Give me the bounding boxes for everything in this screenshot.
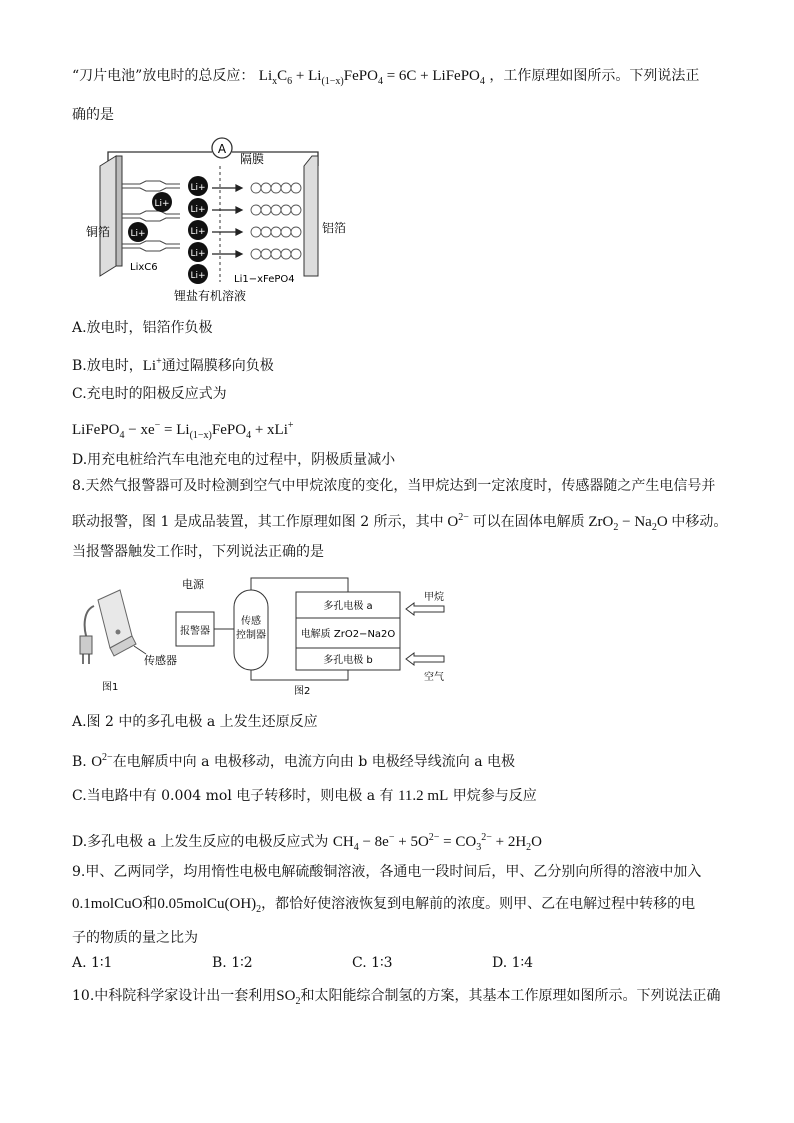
q7-option-c-equation: LiFePO$_4$ − $xe^- = Li_{(1-x)}FePO_4 + xLi^+$ bbox=[72, 420, 294, 441]
q9-stem-line3: 子的物质的量之比为 bbox=[72, 930, 198, 946]
q9-stem-line1: 9.甲、乙两同学，均用惰性电极电解硫酸铜溶液，各通电一段时间后，甲、乙分别向所得的溶液中加入 bbox=[72, 864, 702, 880]
q8-option-d: D.多孔电极 a 上发生反应的电极反应式为 $CH_4 - 8e^- + 5O^{2-} = CO_3^{2-} + 2H_2O$ bbox=[72, 832, 542, 853]
lifepo4-label: Li1−xFePO4 bbox=[234, 274, 295, 285]
q7-option-a: A.放电时，铝箔作负极 bbox=[72, 320, 213, 336]
q9-option-d: D. 1∶4 bbox=[492, 955, 534, 971]
q7-option-c: C.充电时的阳极反应式为 bbox=[72, 386, 227, 402]
methane-label: 甲烷 bbox=[424, 592, 444, 603]
sensor-label: 传感器 bbox=[144, 654, 177, 667]
q8-stem-line2: 联动报警，图 1 是成品装置，其工作原理如图 2 所示，其中 $O^{2-}$ 可以在固体电解质 $ZrO_2 - Na_2O$ 中移动。 bbox=[72, 512, 728, 533]
q7-option-d: D.用充电桩给汽车电池充电的过程中，阴极质量减小 bbox=[72, 452, 396, 468]
q7-stem-b: ，工作原理如图所示。下列说法正 bbox=[489, 68, 700, 84]
copper-foil-label: 铜箔 bbox=[86, 225, 111, 239]
q7-stem-line1 bbox=[72, 66, 699, 92]
controller-label-1: 传感 bbox=[241, 616, 261, 627]
q8-stem-line3: 当报警器触发工作时，下列说法正确的是 bbox=[72, 544, 324, 560]
sensor-working-diagram bbox=[168, 572, 458, 700]
fig2-caption: 图2 bbox=[294, 686, 311, 697]
q7-stem-line2: 确的是 bbox=[72, 107, 114, 123]
aluminum-foil-label: 铝箔 bbox=[322, 221, 347, 235]
svg-text:Li+: Li+ bbox=[190, 205, 206, 215]
fig1-caption: 图1 bbox=[102, 682, 119, 693]
q7-stem-a: “刀片电池”放电时的总反应： bbox=[72, 68, 255, 84]
ammeter-label: A bbox=[217, 142, 227, 156]
electrolyte-box-label: 电解质 ZrO2−Na2O bbox=[300, 629, 396, 640]
q10-stem-line1: 10.中科院科学家设计出一套利用$SO_2$和太阳能综合制氢的方案，其基本工作原理如图所示。下列说法正确 bbox=[72, 988, 721, 1007]
q9-option-b: B. 1∶2 bbox=[212, 955, 253, 971]
q7-total-equation: $Li_xC_6$ + $Li_{(1-x)}FePO_4 = 6C$ + LiFePO$_4$ bbox=[258, 68, 485, 87]
svg-text:Li+: Li+ bbox=[190, 183, 206, 193]
svg-text:Li+: Li+ bbox=[190, 271, 206, 281]
electrode-b-label: 多孔电极 b bbox=[323, 655, 373, 666]
air-label: 空气 bbox=[424, 672, 444, 683]
q8-option-a: A.图 2 中的多孔电极 a 上发生还原反应 bbox=[72, 714, 318, 730]
lixc6-label: LixC6 bbox=[130, 262, 158, 273]
controller-label-2: 控制器 bbox=[236, 630, 266, 641]
li-ion-column bbox=[188, 176, 208, 284]
alarm-box-label: 报警器 bbox=[180, 626, 210, 637]
q9-option-c: C. 1∶3 bbox=[352, 955, 393, 971]
membrane-label: 隔膜 bbox=[240, 152, 265, 166]
q7-option-b: B.放电时，Li+通过隔膜移向负极 bbox=[72, 356, 274, 374]
svg-text:Li+: Li+ bbox=[190, 249, 206, 259]
q8-option-c: C.当电路中有 0.004 mol 电子转移时，则电极 a 有 11.2 mL 甲烷参与反应 bbox=[72, 788, 537, 804]
svg-text:Li+: Li+ bbox=[130, 229, 146, 239]
battery-diagram bbox=[86, 132, 366, 308]
electrode-a-label: 多孔电极 a bbox=[323, 601, 373, 612]
svg-text:Li+: Li+ bbox=[154, 199, 170, 209]
q9-stem-line2: 0.1molCuO和$0.05molCu(OH)_2$，都恰好使溶液恢复到电解前的浓度。则甲、乙在电解过程中转移的电 bbox=[72, 896, 696, 915]
q8-stem-line1: 8.天然气报警器可及时检测到空气中甲烷浓度的变化，当甲烷达到一定浓度时，传感器随之产生电信号并 bbox=[72, 478, 716, 494]
electrolyte-label: 锂盐有机溶液 bbox=[174, 289, 247, 303]
q8-option-b: B. $O^{2-}$在电解质中向 a 电极移动，电流方向由 b 电极经导线流向 a 电极 bbox=[72, 752, 516, 770]
svg-text:Li+: Li+ bbox=[190, 227, 206, 237]
power-label: 电源 bbox=[182, 578, 204, 591]
q9-option-a: A. 1∶1 bbox=[72, 955, 113, 971]
